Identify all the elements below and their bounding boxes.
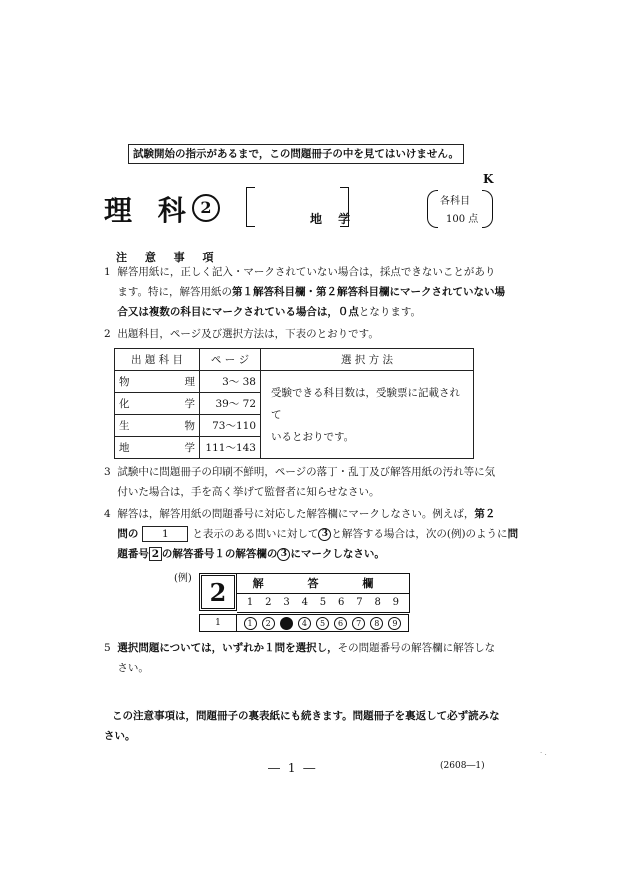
bracket-right xyxy=(340,187,349,227)
item-text-bold: 第２ xyxy=(474,508,496,520)
answer-bubble[interactable]: 5 xyxy=(316,617,329,630)
item-text: と解答する場合は，次の(例)のように xyxy=(331,528,508,540)
item-5 xyxy=(104,638,495,678)
item-text-bold: にマークしなさい。 xyxy=(290,548,385,560)
answer-grid-numbers xyxy=(237,594,409,612)
subject-char: 地 xyxy=(119,442,130,454)
item-text-bold: 第１解答科目欄・第２解答科目欄にマークされていない場 xyxy=(232,286,506,298)
item-text: 試験中に問題冊子の印刷不鮮明，ページの落丁・乱丁及び解答用紙の汚れ等に気 xyxy=(117,466,496,478)
pages-cell: 73～110 xyxy=(200,415,261,437)
table-row xyxy=(115,371,474,393)
item-text: と表示のある問いに対して xyxy=(192,528,319,540)
subject-title: 理 科 xyxy=(104,194,194,227)
item-4 xyxy=(104,504,518,564)
subject-cell xyxy=(115,415,200,437)
scan-speck: · . xyxy=(540,749,547,757)
subject-cell xyxy=(115,371,200,393)
item-number: 1 xyxy=(104,266,111,278)
item-2 xyxy=(104,324,379,344)
answer-bubble-filled[interactable] xyxy=(280,617,293,630)
answer-row-label: 1 xyxy=(199,614,237,632)
answer-bubble[interactable]: 4 xyxy=(298,617,311,630)
paren-right xyxy=(482,190,493,228)
item-text: 解答は，解答用紙の問題番号に対応した解答欄にマークしなさい。例えば， xyxy=(117,508,475,520)
sub-subject: 地 学 xyxy=(310,212,357,226)
closing-text: さい。 xyxy=(104,730,136,742)
closing-text: この注意事項は，問題冊子の裏表紙にも続きます。問題冊子を裏返して必ず読みな xyxy=(112,710,500,722)
paren-left xyxy=(427,190,438,228)
item-text: その問題番号の解答欄に解答しな xyxy=(337,642,496,654)
item-text-bold: 題番号 xyxy=(117,548,149,560)
subject-number: 2 xyxy=(192,194,220,222)
answer-grid-number: 2 xyxy=(265,597,272,608)
pages-cell: 3～ 38 xyxy=(200,371,261,393)
notes-heading: 注 意 事 項 xyxy=(116,251,221,264)
example-label: (例) xyxy=(174,573,192,584)
item-text: 付いた場合は，手を高く挙げて監督者に知らせなさい。 xyxy=(117,486,380,498)
subject-char: 学 xyxy=(184,398,195,410)
points-value: 100 点 xyxy=(446,214,479,225)
pages-cell: 39～ 72 xyxy=(200,393,261,415)
answer-grid-number: 9 xyxy=(392,597,400,608)
method-text: 受験できる科目数は，受験票に記載されて xyxy=(271,386,460,421)
table-header-row xyxy=(115,349,474,371)
subject-char: 物 xyxy=(119,376,130,388)
bracket-left xyxy=(246,187,255,227)
closing-note xyxy=(104,706,500,746)
answer-grid-number: 1 xyxy=(246,597,254,608)
answer-bubble[interactable]: 2 xyxy=(262,617,275,630)
item-number: 5 xyxy=(104,642,111,654)
subject-char: 理 xyxy=(184,376,195,388)
answer-grid-number: 7 xyxy=(356,597,363,608)
item-3 xyxy=(104,462,495,502)
answer-circle: 3 xyxy=(318,528,331,541)
item-number: 3 xyxy=(104,466,111,478)
answer-bubble[interactable]: 9 xyxy=(388,617,401,630)
answer-bubble[interactable]: 1 xyxy=(244,617,257,630)
subject-cell xyxy=(115,393,200,415)
item-text-bold: 問 xyxy=(507,528,519,540)
subject-char: 学 xyxy=(184,442,195,454)
answer-bubble-row xyxy=(237,614,409,632)
header-pages: ペ ー ジ xyxy=(200,349,261,371)
header-method: 選 択 方 法 xyxy=(261,349,474,371)
method-text: いるとおりです。 xyxy=(271,430,355,443)
item-text: 解答用紙に，正しく記入・マークされていない場合は，採点できないことがあり xyxy=(117,266,496,278)
answer-grid-header: 解 答 欄 xyxy=(237,574,409,594)
points-label: 各科目 xyxy=(440,196,470,207)
answer-bubble[interactable]: 7 xyxy=(352,617,365,630)
example-answer-grid xyxy=(237,573,410,613)
notice-box xyxy=(128,144,464,164)
answer-grid-number: 8 xyxy=(374,597,381,608)
item-number: 4 xyxy=(104,508,111,520)
answer-bubble[interactable]: 6 xyxy=(334,617,347,630)
answer-grid-number: 6 xyxy=(338,597,345,608)
item-1 xyxy=(104,262,505,322)
item-text: ます。特に，解答用紙の xyxy=(117,286,233,298)
method-cell xyxy=(261,371,474,459)
document-code: (2608―1) xyxy=(440,761,485,771)
item-text-bold: の解答番号１の解答欄の xyxy=(161,548,278,560)
answer-number-box: 1 xyxy=(142,526,188,542)
item-text-bold: 選択問題については，いずれか１問を選択し， xyxy=(117,642,338,654)
page-number: ― 1 ― xyxy=(268,761,318,775)
answer-grid-number: 5 xyxy=(319,597,327,608)
header-subject: 出 題 科 目 xyxy=(115,349,200,371)
answer-circle: 3 xyxy=(277,548,290,561)
item-text-bold: 問の xyxy=(117,528,139,540)
item-text: さい。 xyxy=(117,662,149,674)
item-number: 2 xyxy=(104,328,111,340)
example-question-number: 2 xyxy=(199,573,237,611)
pages-cell: 111～143 xyxy=(200,437,261,459)
answer-grid-number: 4 xyxy=(301,597,308,608)
answer-bubble[interactable]: 8 xyxy=(370,617,383,630)
subjects-table xyxy=(114,348,474,459)
item-text-bold: 合又は複数の科目にマークされている場合は，０点 xyxy=(117,306,359,318)
subject-cell xyxy=(115,437,200,459)
question-number-box: 2 xyxy=(149,547,162,561)
booklet-code: K xyxy=(483,172,494,186)
notice-text: 試験開始の指示があるまで，この問題冊子の中を見てはいけません。 xyxy=(133,148,459,160)
subject-char: 生 xyxy=(119,420,130,432)
item-text: 出題科目，ページ及び選択方法は，下表のとおりです。 xyxy=(117,328,379,340)
subject-char: 物 xyxy=(184,420,195,432)
subject-char: 化 xyxy=(119,398,130,410)
answer-grid-number: 3 xyxy=(283,597,290,608)
item-text: となります。 xyxy=(358,306,422,318)
